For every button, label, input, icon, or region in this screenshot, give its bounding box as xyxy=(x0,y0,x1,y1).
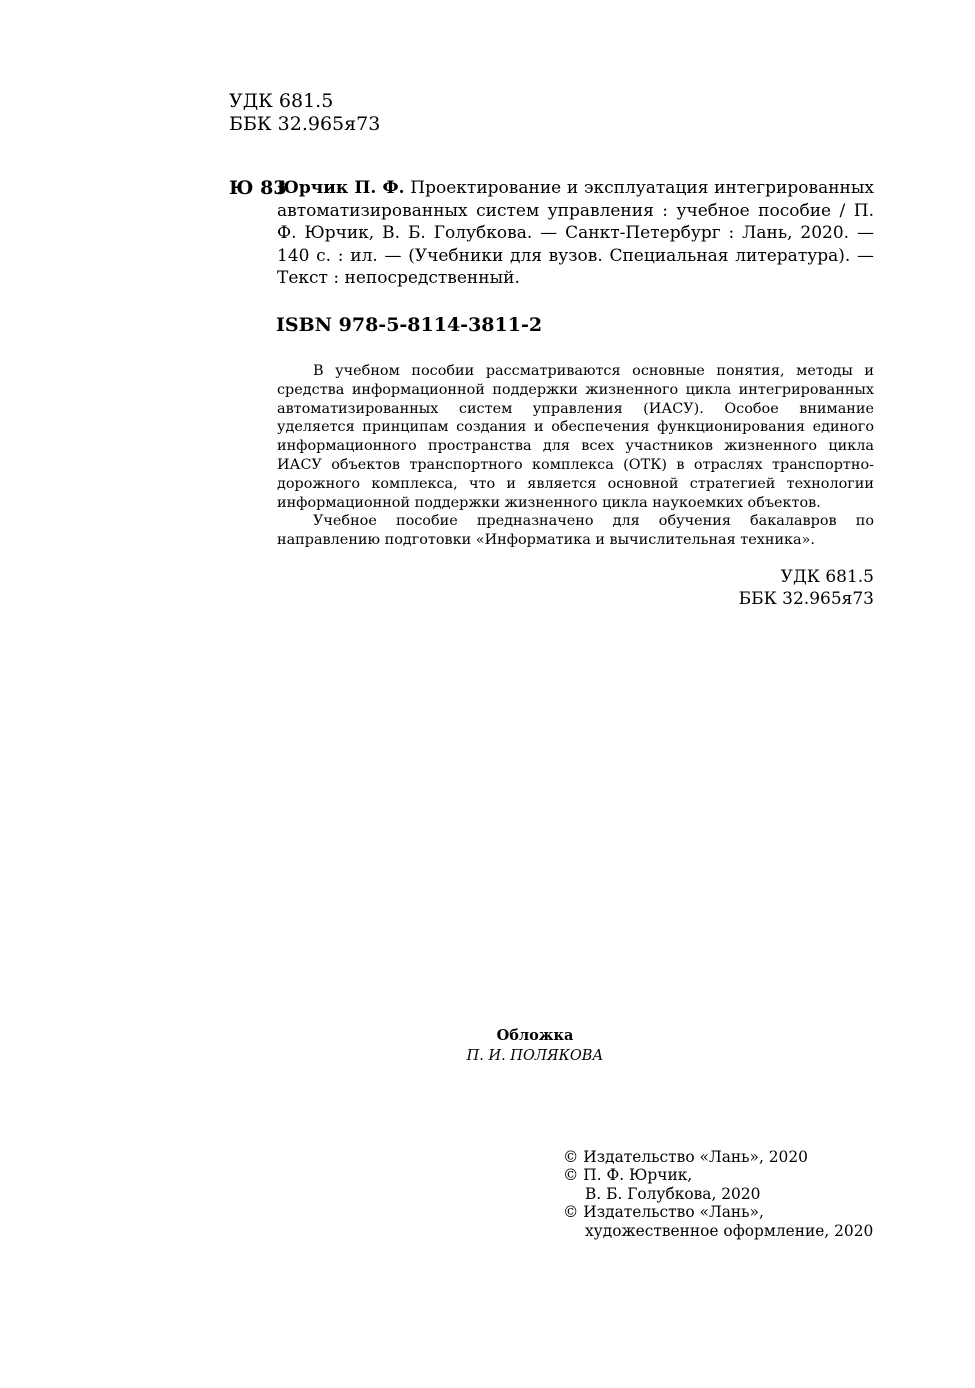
copyright-line: © Издательство «Лань», xyxy=(563,1203,764,1222)
copyright-line: В. Б. Голубкова, 2020 xyxy=(585,1184,761,1203)
abstract xyxy=(277,362,874,550)
isbn: ISBN 978-5-8114-3811-2 xyxy=(276,314,543,336)
udk-code: УДК 681.5 xyxy=(780,567,874,587)
bibliographic-entry xyxy=(277,177,874,290)
author-sign: Ю 83 xyxy=(229,177,287,199)
abstract-paragraph: Учебное пособие предназначено для обучения бакалавров по направлению подготовки «Информатика и вычислительная техника». xyxy=(277,513,874,549)
copyright-line: художественное оформление, 2020 xyxy=(585,1221,874,1240)
bibliographic-description: Проектирование и эксплуатация интегрированных автоматизированных систем управления : учебное пособие / П. Ф. Юрчик, В. Б. Голубкова. — Санкт-Петербург : Лань, 2020. — 140 с. : ил. — (Учебники для вузов. Специальная литература). — Текст : непосредственный. xyxy=(277,178,874,289)
udk-code: УДК 681.5 xyxy=(229,90,334,112)
author-name: Юрчик П. Ф. xyxy=(277,178,405,198)
udk-bbk-right xyxy=(620,566,874,610)
bbk-code: ББК 32.965я73 xyxy=(738,589,874,609)
udk-bbk-top xyxy=(229,90,380,136)
cover-credit xyxy=(380,1026,690,1066)
copyright-block xyxy=(563,1148,873,1240)
copyright-line: © П. Ф. Юрчик, xyxy=(563,1166,693,1185)
copyright-line: © Издательство «Лань», 2020 xyxy=(563,1148,808,1166)
cover-designer: П. И. ПОЛЯКОВА xyxy=(466,1048,604,1064)
cover-label: Обложка xyxy=(496,1027,574,1044)
bbk-code: ББК 32.965я73 xyxy=(229,113,381,135)
abstract-paragraph: В учебном пособии рассматриваются основные понятия, методы и средства информационной поддержки жизненного цикла интегрированных автоматизированных систем управления (ИАСУ). Особое внимание уделяется принципам создания и обеспечения функционирования единого информационного пространства для всех участников жизненного цикла ИАСУ объектов транспортного комплекса (ОТК) в отраслях транспортно-дорожного комплекса, что и является основной стратегией технологии информационной поддержки жизненного цикла наукоемких объектов. xyxy=(277,363,874,511)
